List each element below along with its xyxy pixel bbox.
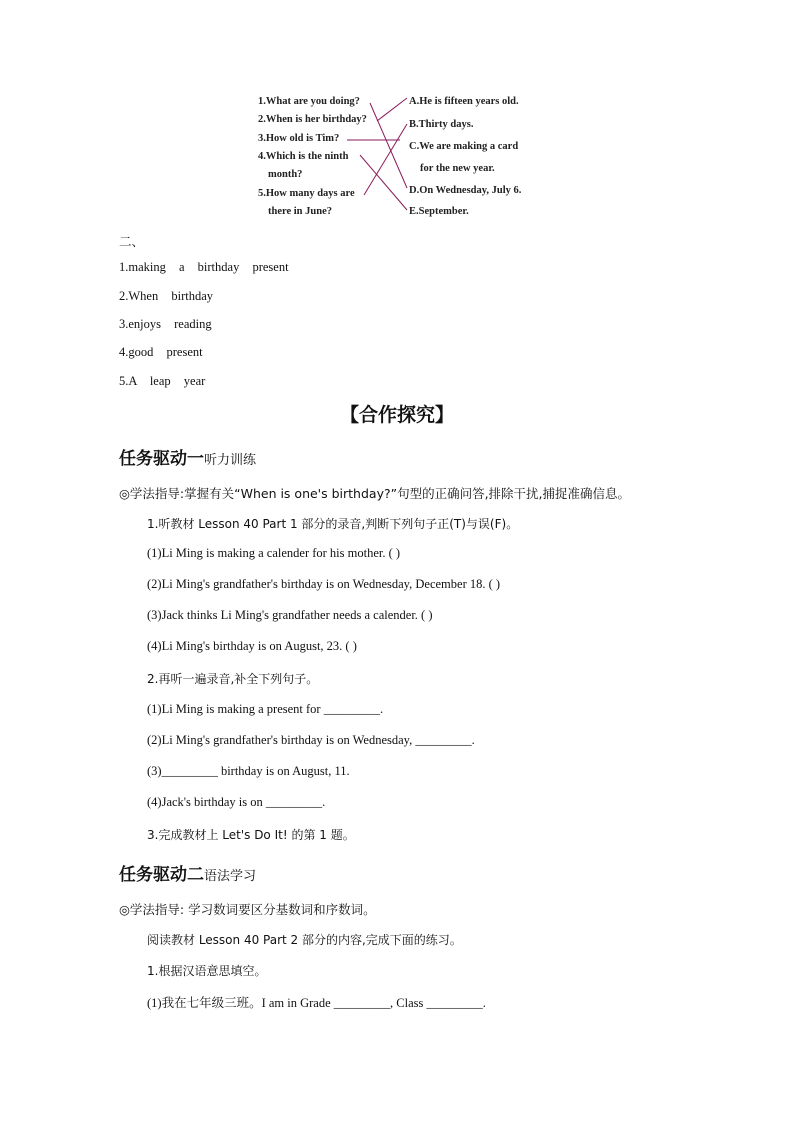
part2-heading: 二、 — [119, 234, 145, 249]
task2-guide: ◎学法指导: 学习数词要区分基数词和序数词。 — [119, 902, 376, 917]
tf-item: (3)Jack thinks Li Ming's grandfather needs a calender. ( ) — [147, 608, 433, 622]
task1-heading — [119, 444, 256, 469]
match-answer: D.On Wednesday, July 6. — [409, 185, 522, 196]
task1-guide: ◎学法指导:掌握有关“When is one's birthday?”句型的正确问答,排除干扰,捕捉准确信息。 — [119, 486, 631, 501]
match-question: 2.When is her birthday? — [258, 114, 367, 125]
answer-line: 1.making a birthday present — [119, 260, 289, 274]
answer-line: 2.When birthday — [119, 289, 214, 303]
match-question: 5.How many days are — [258, 188, 355, 199]
match-answer: for the new year. — [420, 163, 495, 174]
task1-q2: 2.再听一遍录音,补全下列句子。 — [147, 672, 319, 686]
section-title: 【合作探究】 — [339, 404, 454, 426]
tf-item: (2)Li Ming's grandfather's birthday is on Wednesday, December 18. ( ) — [147, 577, 501, 591]
match-question: 1.What are you doing? — [258, 96, 360, 107]
task2-read: 阅读教材 Lesson 40 Part 2 部分的内容,完成下面的练习。 — [147, 933, 462, 947]
task1-q3: 3.完成教材上 Let's Do It! 的第 1 题。 — [147, 828, 355, 842]
fill-item: (2)Li Ming's grandfather's birthday is on Wednesday, _________. — [147, 733, 475, 747]
match-question: 4.Which is the ninth — [258, 151, 349, 162]
answer-line: 4.good present — [119, 345, 203, 359]
task2-subtitle: 语法学习 — [204, 869, 257, 884]
task2-q1: 1.根据汉语意思填空。 — [147, 964, 267, 978]
match-answer: B.Thirty days. — [409, 119, 474, 130]
fill-item: (1)Li Ming is making a present for _________. — [147, 702, 384, 716]
match-answer: E.September. — [409, 206, 469, 217]
matching-exercise — [250, 92, 550, 226]
task1-subtitle: 听力训练 — [204, 453, 257, 468]
task2-title: 任务驱动二 — [119, 865, 204, 885]
task1-title: 任务驱动一 — [119, 449, 204, 469]
match-question: 3.How old is Tim? — [258, 133, 340, 144]
tf-item: (1)Li Ming is making a calender for his mother. ( ) — [147, 546, 401, 560]
task2-heading — [119, 860, 256, 885]
answer-line: 3.enjoys reading — [119, 317, 212, 331]
tf-item: (4)Li Ming's birthday is on August, 23. ( ) — [147, 639, 357, 653]
match-question: month? — [268, 169, 303, 180]
task2-item: (1)我在七年级三班。I am in Grade _________, Class _________. — [147, 996, 486, 1010]
task1-q1: 1.听教材 Lesson 40 Part 1 部分的录音,判断下列句子正(T)与误(F)。 — [147, 517, 519, 531]
answer-line: 5.A leap year — [119, 374, 206, 388]
match-question: there in June? — [268, 206, 332, 217]
match-answer: C.We are making a card — [409, 141, 519, 152]
match-answer: A.He is fifteen years old. — [409, 96, 519, 107]
fill-item: (4)Jack's birthday is on _________. — [147, 795, 326, 809]
fill-item: (3)_________ birthday is on August, 11. — [147, 764, 350, 778]
